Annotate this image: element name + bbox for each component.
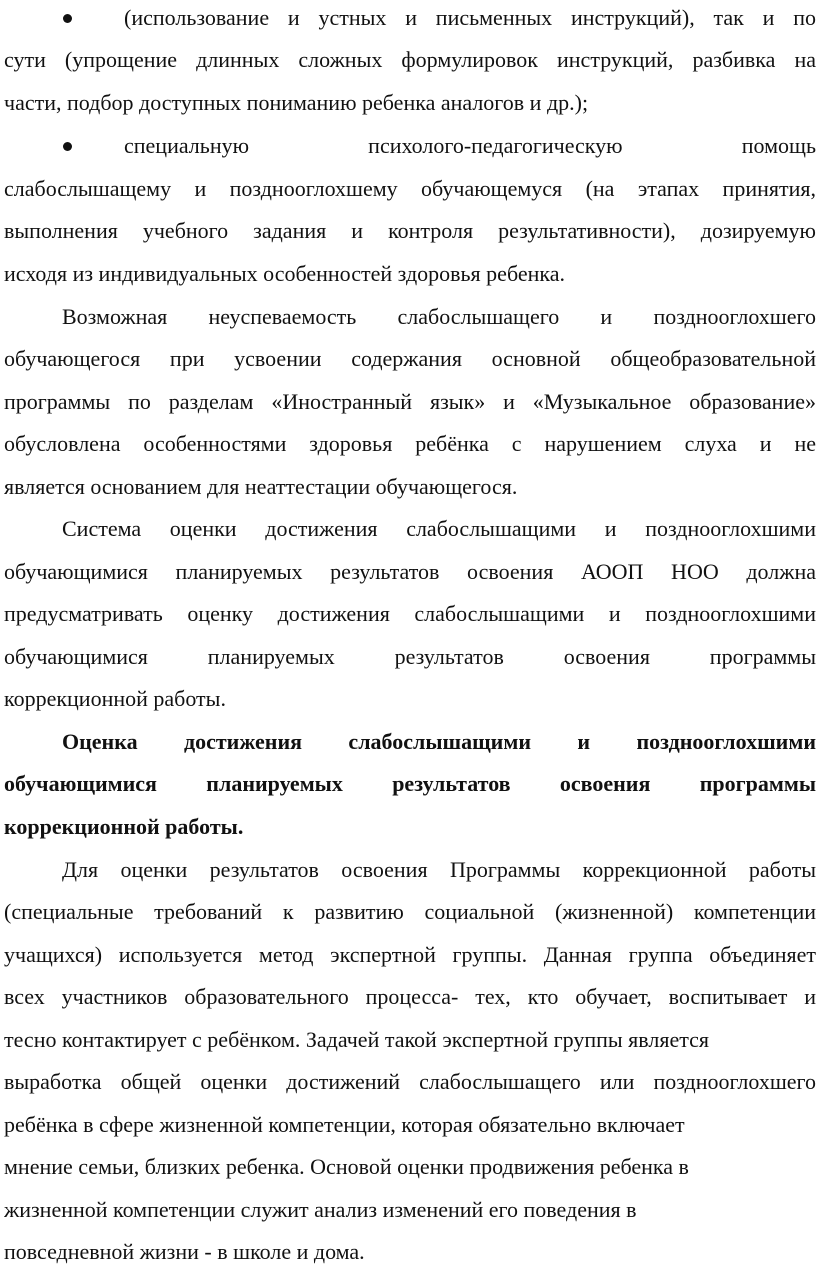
paragraph-3-line-4: всех участников образовательного процесса- тех, кто обучает, воспитывает и xyxy=(4,984,816,1009)
paragraph-1-line-1: Возможная неуспеваемость слабослышащего и позднооглохшего xyxy=(62,304,816,329)
bullet-2-line-3: выполнения учебного задания и контроля результативности), дозируемую xyxy=(4,218,816,243)
paragraph-1-line-2: обучающегося при усвоении содержания основной общеобразовательной xyxy=(4,346,816,371)
bullet-2-line-1: специальную психолого-педагогическую помощь xyxy=(124,133,816,158)
paragraph-3-line-6: выработка общей оценки достижений слабослышащего или позднооглохшего xyxy=(4,1069,816,1094)
paragraph-1-line-3: программы по разделам «Иностранный язык» и «Музыкальное образование» xyxy=(4,389,816,414)
section-heading-line-2: обучающимися планируемых результатов освоения программы xyxy=(4,771,816,796)
paragraph-2-line-2: обучающимися планируемых результатов освоения АООП НОО должна xyxy=(4,559,816,584)
paragraph-3-line-3: учащихся) используется метод экспертной группы. Данная группа объединяет xyxy=(4,942,816,967)
paragraph-3-line-7: ребёнка в сфере жизненной компетенции, которая обязательно включает xyxy=(4,1112,685,1137)
bullet-1-line-3: части, подбор доступных пониманию ребенка аналогов и др.); xyxy=(4,90,589,115)
bullet-marker xyxy=(63,142,72,151)
bullet-marker xyxy=(63,14,72,23)
paragraph-1-line-5: является основанием для неаттестации обучающегося. xyxy=(4,474,518,499)
bullet-1-line-2: сути (упрощение длинных сложных формулировок инструкций, разбивка на xyxy=(4,47,816,72)
bullet-1-line-1: (использование и устных и письменных инструкций), так и по xyxy=(124,5,816,30)
paragraph-2-line-4: обучающимися планируемых результатов освоения программы xyxy=(4,644,816,669)
paragraph-3-line-8: мнение семьи, близких ребенка. Основой оценки продвижения ребенка в xyxy=(4,1154,689,1179)
paragraph-3-line-5: тесно контактирует с ребёнком. Задачей такой экспертной группы является xyxy=(4,1027,709,1052)
bullet-2-line-2: слабослышащему и позднооглохшему обучающемуся (на этапах принятия, xyxy=(4,176,816,201)
paragraph-2-line-3: предусматривать оценку достижения слабослышащими и позднооглохшими xyxy=(4,601,816,626)
paragraph-2-line-5: коррекционной работы. xyxy=(4,686,226,711)
paragraph-3-line-1: Для оценки результатов освоения Программы коррекционной работы xyxy=(62,857,816,882)
paragraph-3-line-9: жизненной компетенции служит анализ изменений его поведения в xyxy=(4,1197,637,1222)
paragraph-1-line-4: обусловлена особенностями здоровья ребёнка с нарушением слуха и не xyxy=(4,431,816,456)
section-heading-line-1: Оценка достижения слабослышащими и позднооглохшими xyxy=(62,729,816,754)
paragraph-3-line-10: повседневной жизни - в школе и дома. xyxy=(4,1239,365,1264)
paragraph-3-line-2: (специальные требований к развитию социальной (жизненной) компетенции xyxy=(4,899,816,924)
section-heading-line-3: коррекционной работы. xyxy=(4,814,244,839)
bullet-2-line-4: исходя из индивидуальных особенностей здоровья ребенка. xyxy=(4,261,565,286)
paragraph-2-line-1: Система оценки достижения слабослышащими и позднооглохшими xyxy=(62,516,816,541)
